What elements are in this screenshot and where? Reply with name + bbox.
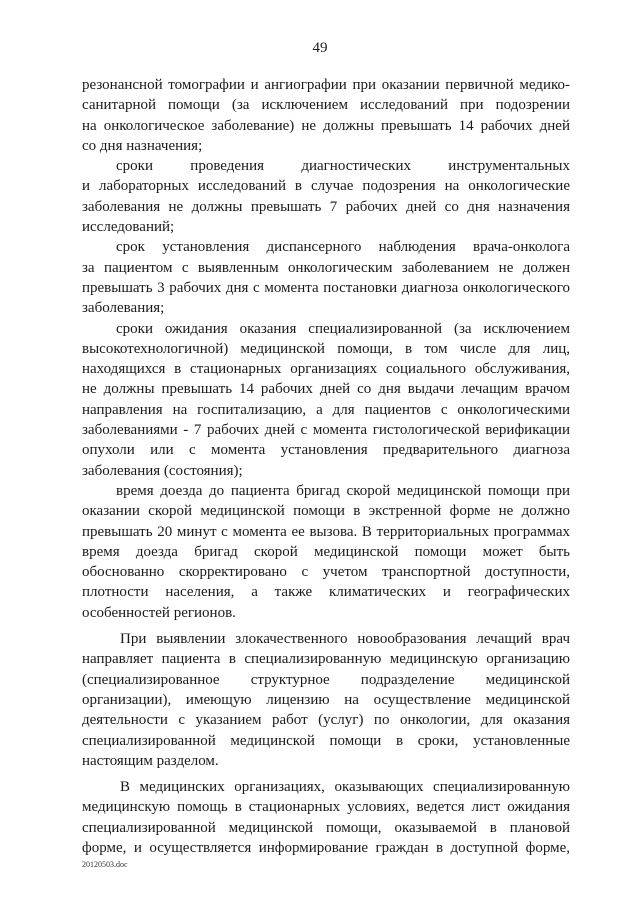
text-line: обоснованно скорректировано с учетом транспортной доступности, bbox=[82, 564, 570, 581]
text-line: В медицинских организациях, оказывающих специализированную bbox=[120, 779, 570, 796]
text-line: срок установления диспансерного наблюдения врача-онколога bbox=[116, 239, 570, 256]
text-line: время доезда до пациента бригад скорой медицинской помощи при bbox=[116, 482, 570, 499]
text-line: санитарной помощи (за исключением исследований при подозрении bbox=[82, 97, 570, 114]
document-body bbox=[82, 75, 570, 858]
text-line: резонансной томографии и ангиографии при оказании первичной медико- bbox=[82, 77, 570, 93]
text-line: форме, и осуществляется информирование граждан в доступной форме, bbox=[82, 839, 570, 856]
text-line: специализированной медицинской помощи в сроки, установленные bbox=[82, 732, 570, 749]
text-line: специализированной медицинской помощи, оказываемой в плановой bbox=[82, 819, 570, 836]
text-line: опухоли или с момента установления предварительного диагноза bbox=[82, 442, 570, 459]
text-line: и лабораторных исследований в случае подозрения на онкологические bbox=[82, 178, 570, 195]
page-number: 49 bbox=[312, 40, 328, 56]
text-line: заболевания; bbox=[82, 300, 165, 317]
text-line: находящихся в стационарных организациях социального обслуживания, bbox=[82, 361, 570, 378]
text-line: превышать 3 рабочих дня с момента постановки диагноза онкологического bbox=[82, 279, 570, 296]
text-line: При выявлении злокачественного новообразования лечащий врач bbox=[120, 631, 570, 648]
text-line: направляет пациента в специализированную медицинскую организацию bbox=[82, 651, 570, 668]
text-line: время доезда бригад скорой медицинской помощи может быть bbox=[82, 543, 570, 560]
text-line: медицинскую помощь в стационарных условиях, ведется лист ожидания bbox=[82, 799, 570, 816]
text-line: настоящим разделом. bbox=[82, 752, 219, 769]
file-name-footer: 20120503.doc bbox=[82, 860, 128, 869]
text-line: (специализированное структурное подразделение медицинской bbox=[82, 671, 570, 688]
text-line: организации), имеющую лицензию на осуществление медицинской bbox=[82, 691, 570, 708]
text-line: не должны превышать 14 рабочих дней со дня выдачи лечащим врачом bbox=[82, 381, 570, 398]
text-line: заболеваниями - 7 рабочих дней с момента гистологической верификации bbox=[82, 422, 570, 439]
text-line: деятельности с указанием работ (услуг) по онкологии, для оказания bbox=[82, 712, 570, 729]
text-line: превышать 20 минут с момента ее вызова. В территориальных программах bbox=[82, 523, 570, 540]
text-line: сроки проведения диагностических инструментальных bbox=[116, 158, 570, 175]
text-line: направления на госпитализацию, а для пациентов с онкологическими bbox=[82, 401, 570, 418]
text-line: за пациентом с выявленным онкологическим заболеванием не должен bbox=[82, 259, 570, 276]
text-line: со дня назначения; bbox=[82, 137, 203, 154]
text-line: особенностей регионов. bbox=[82, 604, 236, 621]
text-line: оказании скорой медицинской помощи в экстренной форме не должно bbox=[82, 503, 570, 520]
text-line: заболевания не должны превышать 7 рабочих дней со дня назначения bbox=[82, 198, 570, 215]
text-line: сроки ожидания оказания специализированной (за исключением bbox=[116, 320, 570, 337]
text-line: заболевания (состояния); bbox=[82, 462, 243, 479]
text-line: высокотехнологичной) медицинской помощи, в том числе для лиц, bbox=[82, 340, 570, 357]
text-line: на онкологическое заболевание) не должны превышать 14 рабочих дней bbox=[82, 117, 570, 134]
text-line: плотности населения, а также климатических и географических bbox=[82, 584, 570, 601]
text-line: исследований; bbox=[82, 219, 175, 236]
